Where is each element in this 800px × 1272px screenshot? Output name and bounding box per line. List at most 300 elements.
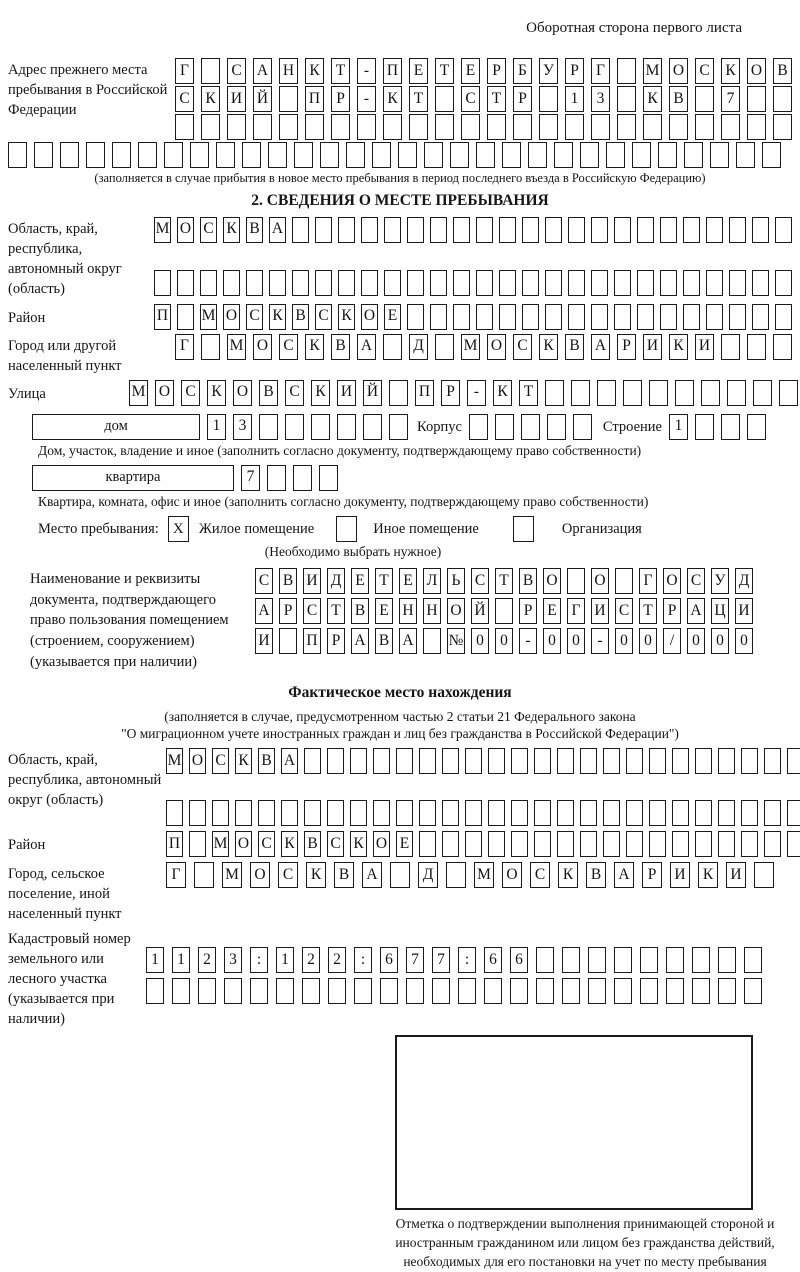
char-cell [389,414,408,440]
char-cell: Р [327,628,345,654]
char-cell [60,142,79,168]
char-cell: 7 [432,947,450,973]
actual-region-block [8,748,800,826]
char-cell [380,978,398,1004]
stay-type-option-organization-label: Организация [561,521,642,538]
char-cell [363,414,382,440]
char-cell [580,748,597,774]
actual-location-caption-1: (заполняется в случае, предусмотренном частью 2 статьи 21 Федерального закона [164,709,636,725]
char-cell [154,270,171,296]
char-cell [175,114,194,140]
char-cell [721,414,740,440]
char-cell: 6 [484,947,502,973]
char-cell: О [235,831,252,857]
char-cell: 2 [328,947,346,973]
char-cell: О [223,304,240,330]
char-cell: В [279,568,297,594]
char-cell: М [222,862,242,888]
char-cell: С [615,598,633,624]
char-cell: Й [471,598,489,624]
char-cell: С [278,862,298,888]
char-cell [752,304,769,330]
cadastral-block [8,928,800,1029]
char-cell [384,270,401,296]
char-cell: М [212,831,229,857]
char-cell: С [513,334,532,360]
char-cell [617,114,636,140]
char-cell: С [687,568,705,594]
char-cell [692,947,710,973]
char-cell [545,217,562,243]
checkbox-mark: X [172,520,184,537]
char-cell: Р [487,58,506,84]
char-cell: О [253,334,272,360]
char-cell [721,114,740,140]
char-cell: А [357,334,376,360]
char-cell [588,947,606,973]
char-cell [453,217,470,243]
actual-district-row [166,831,800,857]
char-cell [488,831,505,857]
char-cell [683,270,700,296]
char-cell: К [201,86,220,112]
char-cell: А [269,217,286,243]
actual-city-label: Город, сельское поселение, иной населенный пункт [8,865,122,922]
char-cell [752,217,769,243]
char-cell: 0 [639,628,657,654]
char-cell: И [695,334,714,360]
house-cells [207,414,408,440]
stay-type-option-residential-label: Жилое помещение [198,521,315,538]
char-cell [660,304,677,330]
char-cell: В [304,831,321,857]
char-cell [658,142,677,168]
char-cell [346,142,365,168]
char-cell: И [227,86,246,112]
char-cell: У [539,58,558,84]
char-cell [568,217,585,243]
char-cell: № [447,628,465,654]
char-cell [476,304,493,330]
actual-location-title: Фактическое место нахождения [288,684,512,702]
char-cell [695,414,714,440]
char-cell: Е [461,58,480,84]
char-cell [258,800,275,826]
char-cell: Б [513,58,532,84]
char-cell [591,304,608,330]
char-cell [292,217,309,243]
char-cell [787,800,800,826]
char-cell [166,800,183,826]
char-cell [499,217,516,243]
char-cell [617,58,636,84]
char-cell: В [375,628,393,654]
char-cell: О [447,598,465,624]
cadastral-cell-rows [146,947,762,1004]
char-cell [450,142,469,168]
char-cell [727,380,746,406]
char-cell: Р [617,334,636,360]
char-cell [643,114,662,140]
char-cell [373,800,390,826]
char-cell [649,831,666,857]
char-cell [383,114,402,140]
char-cell [279,86,298,112]
char-cell: К [669,334,688,360]
char-cell: Й [253,86,272,112]
actual-region-cell-rows [166,748,800,826]
char-cell: 1 [565,86,584,112]
char-cell [741,831,758,857]
char-cell: И [255,628,273,654]
char-cell [268,142,287,168]
char-cell [361,270,378,296]
char-cell: 7 [406,947,424,973]
house-caption: Дом, участок, владение и иное (заполнить согласно документу, подтверждающему право собственности) [38,442,642,458]
char-cell [536,978,554,1004]
char-cell [718,748,735,774]
stroenie-label: Строение [602,418,662,435]
char-cell [201,114,220,140]
char-cell: В [669,86,688,112]
char-cell [522,270,539,296]
char-cell [522,304,539,330]
char-cell [200,270,217,296]
char-cell [640,947,658,973]
char-cell: Н [279,58,298,84]
char-cell [741,800,758,826]
document-row-1 [255,568,753,594]
char-cell [327,748,344,774]
char-cell: Й [363,380,382,406]
char-cell: Г [175,58,194,84]
char-cell: С [227,58,246,84]
char-cell: П [305,86,324,112]
char-cell [545,270,562,296]
char-cell [614,978,632,1004]
char-cell: К [235,748,252,774]
char-cell: М [227,334,246,360]
stamp-area [8,1035,800,1272]
stay-type-block [38,516,800,542]
char-cell: О [591,568,609,594]
char-cell: В [586,862,606,888]
char-cell: П [383,58,402,84]
char-cell [396,800,413,826]
char-cell [227,114,246,140]
char-cell [539,86,558,112]
char-cell: А [362,862,382,888]
char-cell [502,142,521,168]
char-cell [672,831,689,857]
char-cell: В [246,217,263,243]
actual-location-caption-2: "О миграционном учете иностранных граждан и лиц без гражданства в Российской Федерации") [121,726,679,742]
char-cell: Г [175,334,194,360]
char-cell [453,270,470,296]
char-cell: К [305,58,324,84]
char-cell: : [250,947,268,973]
char-cell: К [269,304,286,330]
char-cell: В [519,568,537,594]
char-cell [672,800,689,826]
char-cell: 0 [711,628,729,654]
char-cell: П [154,304,171,330]
char-cell [276,978,294,1004]
char-cell [545,380,564,406]
char-cell [357,114,376,140]
char-cell: С [315,304,332,330]
char-cell: С [327,831,344,857]
char-cell [86,142,105,168]
char-cell: А [351,628,369,654]
char-cell [201,334,220,360]
char-cell: С [285,380,304,406]
char-cell: А [255,598,273,624]
cadastral-label: Кадастровый номер земельного или лесного участка (указывается при наличии) [8,930,131,1027]
char-cell [669,114,688,140]
char-cell [706,304,723,330]
char-cell [747,86,766,112]
korpus-label: Корпус [417,418,462,435]
char-cell: С [279,334,298,360]
char-cell [721,334,740,360]
char-cell: 3 [224,947,242,973]
char-cell [744,978,762,1004]
char-cell: Ц [711,598,729,624]
char-cell [536,947,554,973]
char-cell [112,142,131,168]
char-cell [591,114,610,140]
document-row-3 [255,628,753,654]
char-cell: Н [399,598,417,624]
char-cell [534,748,551,774]
document-cell-rows [255,568,753,654]
char-cell [406,978,424,1004]
char-cell: : [354,947,372,973]
char-cell: Т [435,58,454,84]
char-cell [637,304,654,330]
char-cell [571,380,590,406]
char-cell: С [246,304,263,330]
char-cell [242,142,261,168]
char-cell [706,217,723,243]
char-cell [603,800,620,826]
char-cell: - [591,628,609,654]
char-cell [752,270,769,296]
char-cell [718,831,735,857]
char-cell: О [373,831,390,857]
char-cell: В [351,598,369,624]
char-cell [384,217,401,243]
char-cell: К [281,831,298,857]
char-cell [684,142,703,168]
char-cell [487,114,506,140]
char-cell [695,800,712,826]
char-cell: 6 [380,947,398,973]
page-header-note: Оборотная сторона первого листа [526,20,742,36]
char-cell: У [711,568,729,594]
char-cell: М [474,862,494,888]
char-cell [398,142,417,168]
char-cell: О [747,58,766,84]
char-cell [764,800,781,826]
char-cell [787,748,800,774]
char-cell [511,748,528,774]
char-cell [320,142,339,168]
char-cell: 0 [495,628,513,654]
char-cell: 1 [669,414,688,440]
char-cell: 3 [233,414,252,440]
char-cell [212,800,229,826]
char-cell [729,217,746,243]
char-cell [695,748,712,774]
char-cell [580,831,597,857]
char-cell: - [357,58,376,84]
char-cell [8,142,27,168]
char-cell: И [735,598,753,624]
prev-address-label: Адрес прежнего места пребывания в Российской Федерации [8,62,168,118]
char-cell: И [670,862,690,888]
char-cell: Т [639,598,657,624]
char-cell [435,86,454,112]
char-cell: К [306,862,326,888]
char-cell [246,270,263,296]
prev-address-row-1 [175,58,792,84]
char-cell [695,86,714,112]
actual-city-block [8,862,800,924]
char-cell [775,304,792,330]
char-cell [562,947,580,973]
char-cell: Т [375,568,393,594]
char-cell [632,142,651,168]
char-cell: М [643,58,662,84]
char-cell [695,831,712,857]
char-cell [567,568,585,594]
district-row [154,304,792,330]
section2-title: 2. СВЕДЕНИЯ О МЕСТЕ ПРЕБЫВАНИЯ [251,191,549,209]
document-label: Наименование и реквизиты документа, подтверждающего право пользования помещением (строением, сооружением) (указывается при наличии) [30,571,229,670]
char-cell [522,217,539,243]
char-cell [649,748,666,774]
char-cell: С [175,86,194,112]
char-cell [469,414,488,440]
char-cell [675,380,694,406]
char-cell [534,831,551,857]
char-cell [775,217,792,243]
char-cell [510,978,528,1004]
char-cell: О [669,58,688,84]
char-cell: Г [591,58,610,84]
char-cell [637,217,654,243]
prev-address-cell-rows [175,58,792,140]
char-cell [484,978,502,1004]
region-row-2 [154,270,792,296]
char-cell [753,380,772,406]
char-cell: Е [543,598,561,624]
char-cell [435,334,454,360]
char-cell [465,831,482,857]
korpus-cells [469,414,592,440]
char-cell [164,142,183,168]
char-cell [649,380,668,406]
char-cell [424,142,443,168]
char-cell [407,270,424,296]
char-cell [338,270,355,296]
char-cell: К [643,86,662,112]
char-cell: С [530,862,550,888]
char-cell [499,304,516,330]
char-cell [614,304,631,330]
char-cell [476,142,495,168]
char-cell: О [155,380,174,406]
char-cell: С [200,217,217,243]
char-cell: И [643,334,662,360]
city-block [8,334,800,376]
district-label: Район [8,309,46,326]
char-cell: Т [409,86,428,112]
char-cell [327,800,344,826]
char-cell: 1 [172,947,190,973]
char-cell: С [255,568,273,594]
char-cell: В [334,862,354,888]
region-block [8,217,800,299]
char-cell [285,414,304,440]
char-cell [626,800,643,826]
char-cell [617,86,636,112]
char-cell [539,114,558,140]
document-row-2 [255,598,753,624]
char-cell [614,217,631,243]
char-cell [430,270,447,296]
char-cell [701,380,720,406]
char-cell: О [663,568,681,594]
char-cell [547,414,566,440]
stay-type-caption: (Необходимо выбрать нужное) [264,544,442,560]
char-cell: Е [375,598,393,624]
char-cell [557,748,574,774]
prev-address-block [8,58,800,140]
char-cell [354,978,372,1004]
apartment-caption: Квартира, комната, офис и иное (заполнить согласно документу, подтверждающему право собственности) [38,493,649,509]
district-block [8,304,800,330]
char-cell [34,142,53,168]
char-cell: М [129,380,148,406]
char-cell: Д [409,334,428,360]
char-cell: Е [396,831,413,857]
char-cell: К [698,862,718,888]
char-cell: Н [423,598,441,624]
char-cell [710,142,729,168]
char-cell [528,142,547,168]
char-cell [430,217,447,243]
char-cell [315,270,332,296]
char-cell: К [721,58,740,84]
char-cell: М [166,748,183,774]
char-cell [476,270,493,296]
char-cell: Т [327,598,345,624]
char-cell [465,748,482,774]
char-cell: Р [513,86,532,112]
char-cell: О [502,862,522,888]
char-cell [660,217,677,243]
apartment-block [32,465,800,491]
char-cell: Д [327,568,345,594]
char-cell: Р [519,598,537,624]
apartment-label-box: квартира [32,465,234,491]
char-cell [407,217,424,243]
char-cell: О [177,217,194,243]
char-cell [476,217,493,243]
